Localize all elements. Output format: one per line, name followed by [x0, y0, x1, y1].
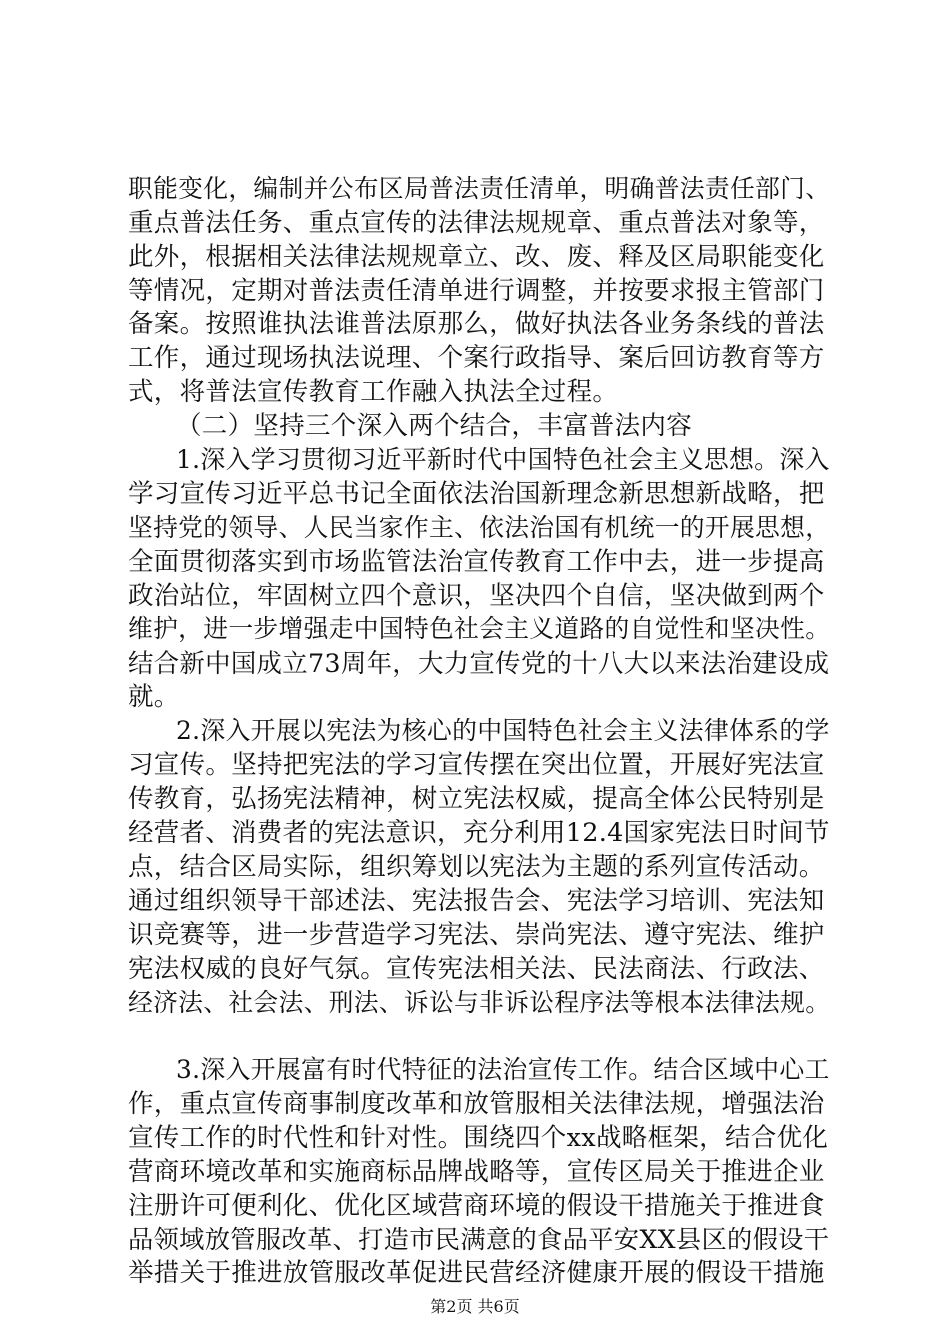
text-line: 2.深入开展以宪法为核心的中国特色社会主义法律体系的学 [176, 716, 830, 745]
text-line: 宣传工作的时代性和针对性。围绕四个xx战略框架，结合优化 [128, 1123, 829, 1153]
text-line: 就。 [128, 682, 180, 712]
text-line: 经营者、消费者的宪法意识，充分利用12.4国家宪法日时间节 [128, 818, 830, 848]
page-footer: 第2页 共6页 [430, 1297, 520, 1316]
text-line: 全面贯彻落实到市场监管法治宣传教育工作中去，进一步提高 [128, 547, 825, 577]
text-line: 3.深入开展富有时代特征的法治宣传工作。结合区域中心工 [176, 1055, 830, 1084]
text-line: 传教育，弘扬宪法精神，树立宪法权威，提高全体公民特别是 [128, 784, 825, 814]
text-line: 举措关于推进放管服改革促进民营经济健康开展的假设干措施 [128, 1258, 825, 1288]
text-line: 1.深入学习贯彻习近平新时代中国特色社会主义思想。深入 [176, 445, 830, 474]
text-line: 注册许可便利化、优化区域营商环境的假设干措施关于推进食 [128, 1191, 825, 1221]
text-line: 学习宣传习近平总书记全面依法治国新理念新思想新战略，把 [128, 479, 825, 509]
text-line: 维护，进一步增强走中国特色社会主义道路的自觉性和坚决性。 [128, 614, 831, 643]
text-line: 式，将普法宣传教育工作融入执法全过程。 [128, 377, 619, 407]
text-line: 经济法、社会法、刑法、诉讼与非诉讼程序法等根本法律法规。 [128, 988, 831, 1017]
text-line: 宪法权威的良好气氛。宣传宪法相关法、民法商法、行政法、 [128, 954, 825, 984]
text-line: 习宣传。坚持把宪法的学习宣传摆在突出位置，开展好宪法宣 [128, 750, 825, 780]
text-line: 营商环境改革和实施商标品牌战略等，宣传区局关于推进企业 [128, 1157, 825, 1187]
text-line: 政治站位，牢固树立四个意识，坚决四个自信，坚决做到两个 [128, 581, 825, 611]
text-line: 点，结合区局实际，组织筹划以宪法为主题的系列宣传活动。 [128, 852, 825, 882]
section-heading: （二）坚持三个深入两个结合，丰富普法内容 [176, 411, 693, 441]
text-line: 此外，根据相关法律法规规章立、改、废、释及区局职能变化 [128, 242, 825, 272]
text-line: 结合新中国成立73周年，大力宣传党的十八大以来法治建设成 [128, 648, 830, 678]
text-line: 识竞赛等，进一步营造学习宪法、崇尚宪法、遵守宪法、维护 [128, 920, 825, 950]
text-line: 坚持党的领导、人民当家作主、依法治国有机统一的开展思想， [128, 513, 831, 542]
text-line: 作，重点宣传商事制度改革和放管服相关法律法规，增强法治 [128, 1089, 825, 1119]
text-line: 通过组织领导干部述法、宪法报告会、宪法学习培训、宪法知 [128, 886, 825, 916]
text-line: 备案。按照谁执法谁普法原那么，做好执法各业务条线的普法 [128, 309, 825, 339]
text-line: 品领域放管服改革、打造市民满意的食品平安XX县区的假设干 [128, 1225, 830, 1254]
text-line: 工作，通过现场执法说理、个案行政指导、案后回访教育等方 [128, 343, 825, 373]
text-line: 等情况，定期对普法责任清单进行调整，并按要求报主管部门 [128, 276, 825, 306]
text-line: 重点普法任务、重点宣传的法律法规规章、重点普法对象等， [128, 208, 825, 238]
text-line: 职能变化，编制并公布区局普法责任清单，明确普法责任部门、 [128, 174, 831, 203]
